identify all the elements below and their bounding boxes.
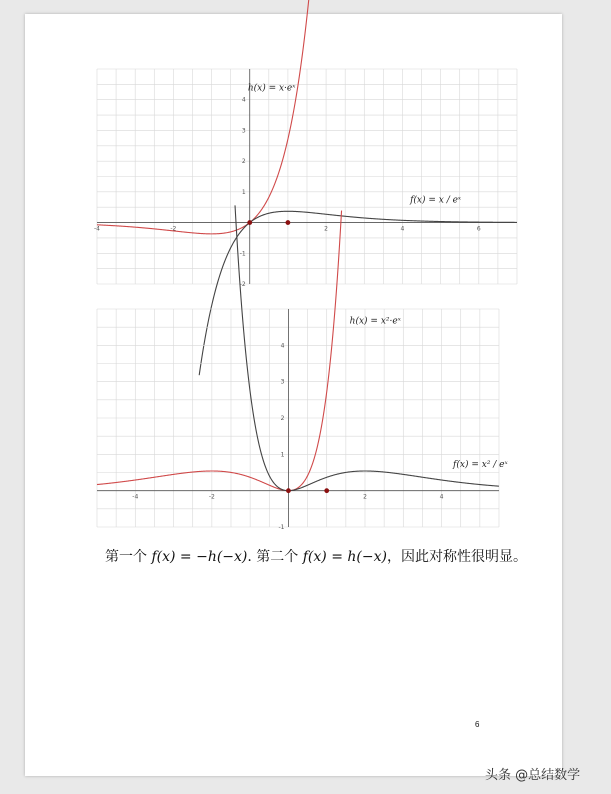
graph-xex xyxy=(94,69,517,288)
chart-2-svg xyxy=(97,309,508,531)
data-point xyxy=(286,220,291,225)
y-tick-label: 2 xyxy=(241,158,246,166)
function-label: h(x) = x·eˣ xyxy=(247,83,296,94)
function-label: h(x) = x²·eˣ xyxy=(349,316,401,327)
x-tick-label: 6 xyxy=(476,225,481,233)
y-tick-label: 4 xyxy=(280,342,285,350)
graph-x2ex xyxy=(97,309,508,531)
caption-part3: ，因此对称性很明显。 xyxy=(386,549,527,565)
y-tick-label: 3 xyxy=(241,127,246,135)
series-line-0 xyxy=(97,0,311,234)
y-tick-label: -1 xyxy=(239,250,246,258)
y-tick-label: 4 xyxy=(241,96,246,104)
data-point xyxy=(324,488,329,493)
page-number: 6 xyxy=(475,720,480,729)
caption-part2: . 第二个 xyxy=(247,549,303,565)
x-tick-label: -4 xyxy=(94,225,100,233)
chart-1-svg xyxy=(94,69,517,288)
caption-equation-1: f(x) = −h(−x) xyxy=(151,549,248,565)
document-page xyxy=(25,14,562,776)
function-label: f(x) = x² / eˣ xyxy=(453,460,508,471)
y-tick-label: 1 xyxy=(280,451,285,459)
y-tick-label: -1 xyxy=(278,524,285,531)
y-tick-label: 3 xyxy=(280,378,285,386)
caption-equation-2: f(x) = h(−x) xyxy=(302,549,387,565)
y-tick-label: -2 xyxy=(239,281,246,288)
x-tick-label: -4 xyxy=(132,493,139,501)
x-tick-label: 2 xyxy=(324,225,329,233)
caption-text xyxy=(105,546,545,566)
x-tick-label: -2 xyxy=(208,493,215,501)
x-tick-label: 4 xyxy=(400,225,405,233)
data-point xyxy=(286,488,291,493)
data-point xyxy=(247,220,252,225)
x-tick-label: 4 xyxy=(439,493,444,501)
y-tick-label: 1 xyxy=(241,188,246,196)
x-tick-label: -2 xyxy=(170,225,177,233)
caption-part1: 第一个 xyxy=(105,549,152,565)
watermark: 头条 @总结数学 xyxy=(485,768,581,783)
grid xyxy=(97,69,517,284)
function-label: f(x) = x / eˣ xyxy=(410,195,462,206)
y-tick-label: 2 xyxy=(280,415,285,422)
x-tick-label: 2 xyxy=(363,493,367,501)
